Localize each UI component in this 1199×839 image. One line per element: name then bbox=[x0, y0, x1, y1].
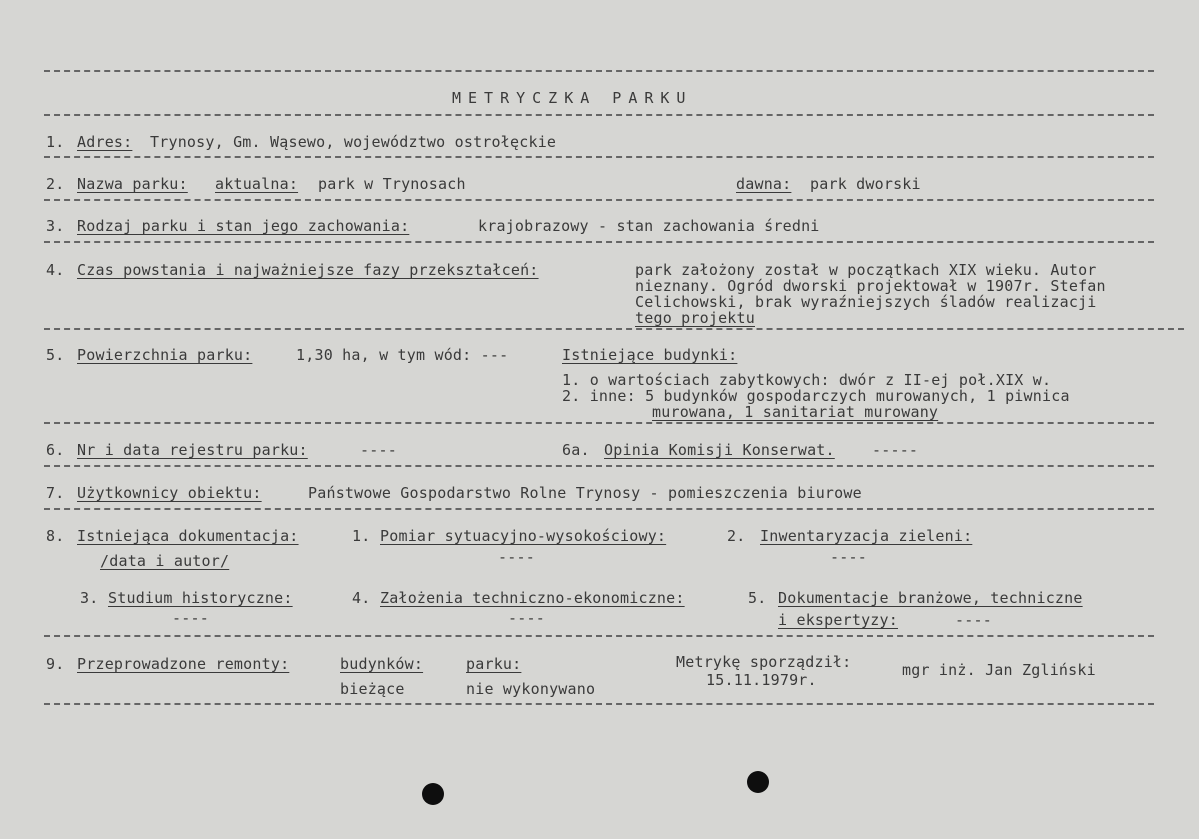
address-label: Adres: bbox=[77, 133, 133, 151]
divider bbox=[44, 508, 1154, 510]
card-title: METRYCZKA PARKU bbox=[452, 89, 693, 107]
conservator-opinion-value: ----- bbox=[872, 441, 919, 459]
divider bbox=[44, 703, 1154, 705]
repairs-label: Przeprowadzone remonty: bbox=[77, 655, 290, 673]
divider bbox=[44, 422, 1154, 424]
divider bbox=[44, 465, 1154, 467]
row2-number: 2. bbox=[46, 175, 65, 193]
area-label: Powierzchnia parku: bbox=[77, 346, 253, 364]
doc4-number: 4. bbox=[352, 589, 371, 607]
doc3-value: ---- bbox=[172, 609, 209, 627]
doc5-label: Dokumentacje branżowe, techniczne bbox=[778, 589, 1083, 607]
park-type-value: krajobrazowy - stan zachowania średni bbox=[478, 217, 820, 235]
row1-number: 1. bbox=[46, 133, 65, 151]
address-value: Trynosy, Gm. Wąsewo, województwo ostrołęckie bbox=[150, 133, 557, 151]
register-value: ---- bbox=[360, 441, 397, 459]
doc4-value: ---- bbox=[508, 609, 545, 627]
conservator-opinion-label: Opinia Komisji Konserwat. bbox=[604, 441, 835, 459]
history-label: Czas powstania i najważniejsze fazy przekształceń: bbox=[77, 261, 539, 279]
divider bbox=[44, 328, 1184, 330]
doc1-label: Pomiar sytuacyjno-wysokościowy: bbox=[380, 527, 667, 545]
divider bbox=[44, 156, 1154, 158]
row9-number: 9. bbox=[46, 655, 65, 673]
history-line: Celichowski, brak wyraźniejszych śladów realizacji bbox=[635, 293, 1097, 311]
area-value: 1,30 ha, w tym wód: --- bbox=[296, 346, 509, 364]
buildings-other: 2. inne: 5 budynków gospodarczych murowanych, 1 piwnica bbox=[562, 387, 1070, 405]
row5-number: 5. bbox=[46, 346, 65, 364]
row6a-number: 6a. bbox=[562, 441, 590, 459]
divider bbox=[44, 241, 1154, 243]
repairs-park-value: nie wykonywano bbox=[466, 680, 596, 698]
history-line: park założony został w początkach XIX wieku. Autor bbox=[635, 261, 1097, 279]
punch-hole bbox=[422, 783, 444, 805]
doc2-label: Inwentaryzacja zieleni: bbox=[760, 527, 973, 545]
doc2-number: 2. bbox=[727, 527, 746, 545]
buildings-other-cont: murowana, 1 sanitariat murowany bbox=[652, 403, 939, 421]
divider bbox=[44, 114, 1154, 116]
users-label: Użytkownicy obiektu: bbox=[77, 484, 262, 502]
author-name: mgr inż. Jan Zgliński bbox=[902, 661, 1096, 679]
doc1-number: 1. bbox=[352, 527, 371, 545]
doc2-value: ---- bbox=[830, 548, 867, 566]
row4-number: 4. bbox=[46, 261, 65, 279]
doc3-number: 3. bbox=[80, 589, 99, 607]
documentation-label: Istniejąca dokumentacja: bbox=[77, 527, 299, 545]
former-name-label: dawna: bbox=[736, 175, 792, 193]
park-name-label: Nazwa parku: bbox=[77, 175, 188, 193]
doc1-value: ---- bbox=[498, 548, 535, 566]
divider bbox=[44, 199, 1154, 201]
users-value: Państwowe Gospodarstwo Rolne Trynosy - pomieszczenia biurowe bbox=[308, 484, 862, 502]
prepared-by-label: Metrykę sporządził: bbox=[676, 653, 852, 671]
repairs-park-label: parku: bbox=[466, 655, 522, 673]
history-line: tego projektu bbox=[635, 309, 755, 327]
buildings-label: Istniejące budynki: bbox=[562, 346, 738, 364]
doc4-label: Założenia techniczno-ekonomiczne: bbox=[380, 589, 685, 607]
park-type-label: Rodzaj parku i stan jego zachowania: bbox=[77, 217, 410, 235]
doc5-value: ---- bbox=[955, 611, 992, 629]
history-line: nieznany. Ogród dworski projektował w 1907r. Stefan bbox=[635, 277, 1106, 295]
row8-number: 8. bbox=[46, 527, 65, 545]
current-name-label: aktualna: bbox=[215, 175, 299, 193]
doc5-number: 5. bbox=[748, 589, 767, 607]
buildings-historic: 1. o wartościach zabytkowych: dwór z II-ej poł.XIX w. bbox=[562, 371, 1052, 389]
divider bbox=[44, 635, 1154, 637]
current-name-value: park w Trynosach bbox=[318, 175, 466, 193]
documentation-sublabel: /data i autor/ bbox=[100, 552, 230, 570]
doc5-label-cont: i ekspertyzy: bbox=[778, 611, 898, 629]
former-name-value: park dworski bbox=[810, 175, 921, 193]
row3-number: 3. bbox=[46, 217, 65, 235]
row6-number: 6. bbox=[46, 441, 65, 459]
punch-hole bbox=[747, 771, 769, 793]
prepared-date: 15.11.1979r. bbox=[706, 671, 817, 689]
repairs-buildings-value: bieżące bbox=[340, 680, 405, 698]
repairs-buildings-label: budynków: bbox=[340, 655, 424, 673]
register-label: Nr i data rejestru parku: bbox=[77, 441, 308, 459]
row7-number: 7. bbox=[46, 484, 65, 502]
doc3-label: Studium historyczne: bbox=[108, 589, 293, 607]
divider bbox=[44, 70, 1154, 72]
